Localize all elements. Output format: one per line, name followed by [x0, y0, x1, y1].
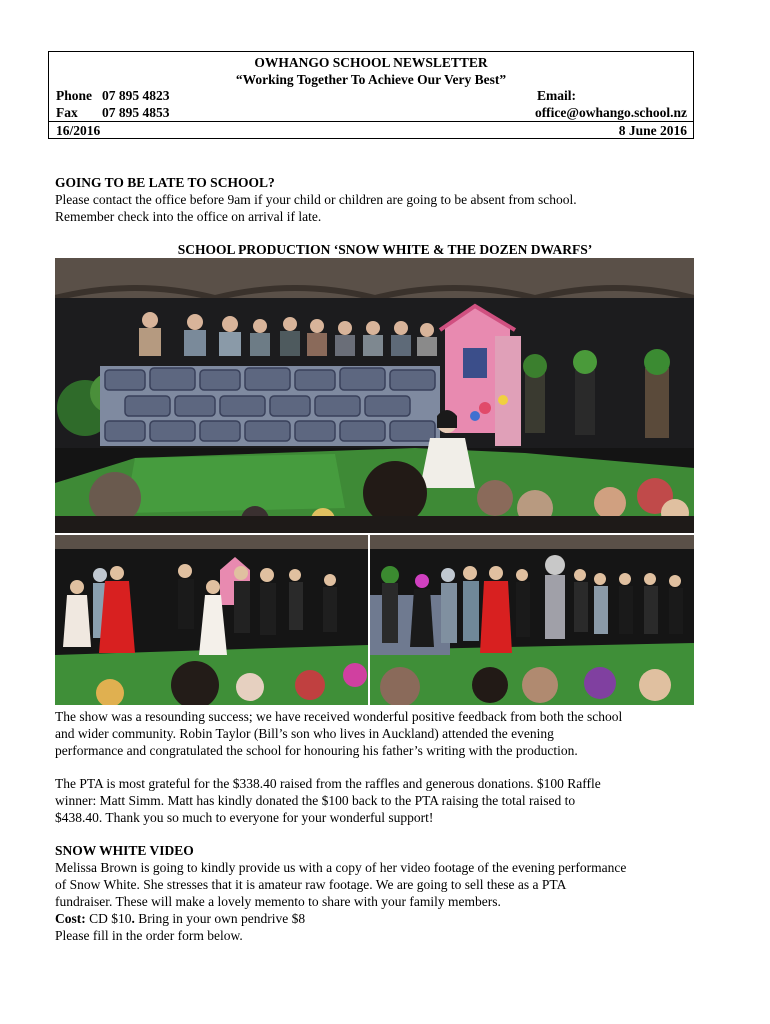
header-divider	[49, 121, 693, 122]
cost-cd: CD $10	[85, 911, 132, 926]
newsletter-header	[48, 51, 694, 139]
production-cast-photo-right	[370, 535, 694, 705]
order-form-note: Please fill in the order form below.	[55, 928, 243, 943]
cost-pendrive: Bring in your own pendrive $8	[134, 911, 306, 926]
pta-para-line-3: $438.40. Thank you so much to everyone for your wonderful support!	[55, 810, 434, 825]
newsletter-title: OWHANGO SCHOOL NEWSLETTER	[254, 55, 488, 70]
pta-para-line-1: The PTA is most grateful for the $338.40 raised from the raffles and generous donations. $100 Raffle	[55, 776, 601, 791]
cost-period: .	[131, 911, 135, 926]
phone-line	[56, 87, 170, 104]
video-cost-line	[55, 910, 715, 927]
school-motto: “Working Together To Achieve Our Very Best”	[235, 72, 507, 87]
issue-date: 8 June 2016	[618, 123, 687, 138]
production-stage-photo	[55, 258, 694, 533]
production-para-1-line-1: The show was a resounding success; we have received wonderful positive feedback from both the school	[55, 709, 623, 724]
video-heading: SNOW WHITE VIDEO	[55, 843, 194, 858]
email-address: office@owhango.school.nz	[534, 105, 687, 120]
production-cast-photo-left	[55, 535, 368, 705]
production-para-1-line-3: performance and congratulated the school for honouring his father’s writing with the production.	[55, 743, 578, 758]
phone-label: Phone	[56, 88, 93, 103]
production-para-1-line-2: and wider community. Robin Taylor (Bill’s son who lives in Auckland) attended the evening	[55, 726, 554, 741]
late-line-2: Remember check into the office on arrival if late.	[55, 209, 322, 224]
late-line-1: Please contact the office before 9am if your child or children are going to be absent from school.	[55, 192, 577, 207]
email-label: Email:	[537, 88, 576, 103]
production-heading: SCHOOL PRODUCTION ‘SNOW WHITE & THE DOZEN DWARFS’	[177, 242, 593, 257]
issue-number: 16/2016	[56, 123, 101, 138]
late-heading: GOING TO BE LATE TO SCHOOL?	[55, 175, 275, 190]
cost-label: Cost:	[55, 911, 86, 926]
fax-number: 07 895 4853	[102, 105, 170, 120]
video-line-3: fundraiser. These will make a lovely memento to share with your family members.	[55, 894, 501, 909]
video-line-1: Melissa Brown is going to kindly provide us with a copy of her video footage of the evening performance	[55, 860, 627, 875]
video-line-2: of Snow White. She stresses that it is amateur raw footage. We are going to sell these as a PTA	[55, 877, 567, 892]
fax-label: Fax	[56, 105, 78, 120]
fax-line	[56, 104, 170, 121]
pta-para-line-2: winner: Matt Simm. Matt has kindly donated the $100 back to the PTA raising the total raised to	[55, 793, 576, 808]
phone-number: 07 895 4823	[102, 88, 170, 103]
